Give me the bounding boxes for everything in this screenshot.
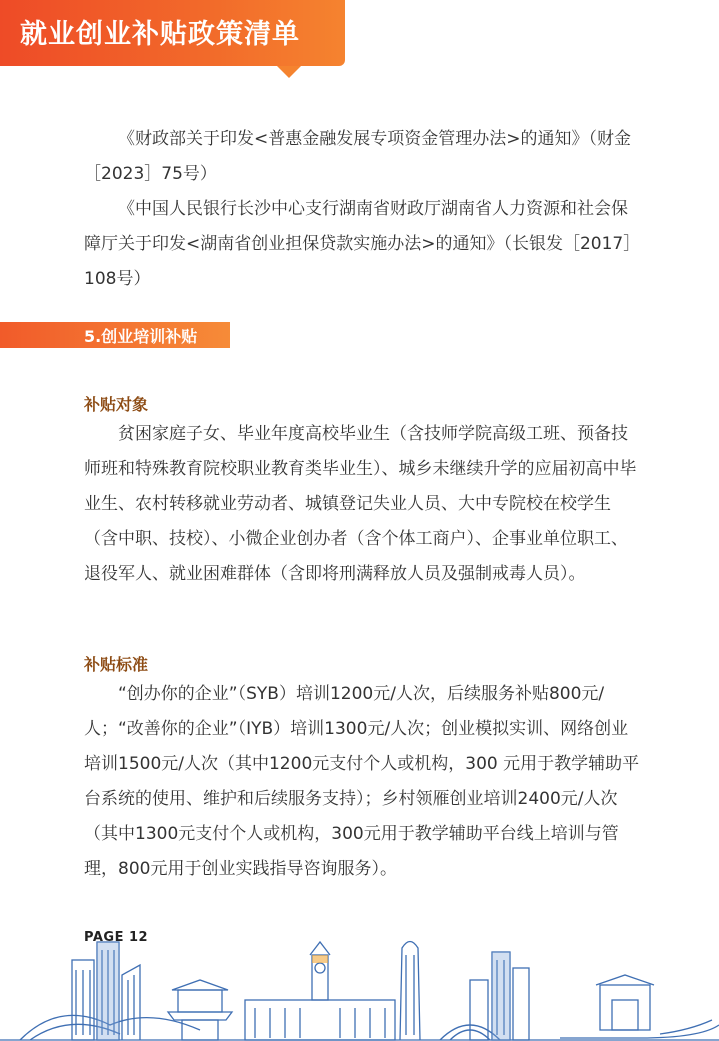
- city-skyline-illustration: [0, 930, 719, 1041]
- reference-paragraph-2: 《中国人民银行长沙中心支行湖南省财政厅湖南省人力资源和社会保障厅关于印发<湖南省创业担保贷款实施办法>的通知》（长银发［2017］108号）: [84, 199, 641, 289]
- banner-notch: [277, 66, 301, 78]
- page-title: 就业创业补贴政策清单: [20, 19, 300, 50]
- title-banner: [0, 0, 345, 66]
- subsidy-standard-heading: 补贴标准: [84, 655, 149, 674]
- subsidy-target-text: 贫困家庭子女、毕业年度高校毕业生（含技师学院高级工班、预备技师班和特殊教育院校职业教育类毕业生）、城乡未继续升学的应届初高中毕业生、农村转移就业劳动者、城镇登记失业人员、大中专院校在校学生（含中职、技校）、小微企业创办者（含个体工商户）、企事业单位职工、退役军人、就业困难群体（含即将刑满释放人员及强制戒毒人员）。: [84, 424, 637, 584]
- subsidy-target-heading: 补贴对象: [84, 395, 149, 414]
- section-title: 5.创业培训补贴: [84, 327, 198, 346]
- reference-paragraph-1: 《财政部关于印发<普惠金融发展专项资金管理办法>的通知》（财金［2023］75号）: [84, 129, 631, 184]
- subsidy-standard-text: “创办你的企业”（SYB）培训1200元/人次，后续服务补贴800元/人；“改善你的企业”（IYB）培训1300元/人次；创业模拟实训、网络创业培训1500元/人次（其中1200元支付个人或机构，300 元用于教学辅助平台系统的使用、维护和后续服务支持）；乡村领雁创业培训2400元/人次（其中1300元支付个人或机构，300元用于教学辅助平台线上培训与管理，800元用于创业实践指导咨询服务）。: [84, 684, 640, 879]
- section-header: [0, 322, 230, 348]
- page-number: PAGE 12: [84, 930, 149, 945]
